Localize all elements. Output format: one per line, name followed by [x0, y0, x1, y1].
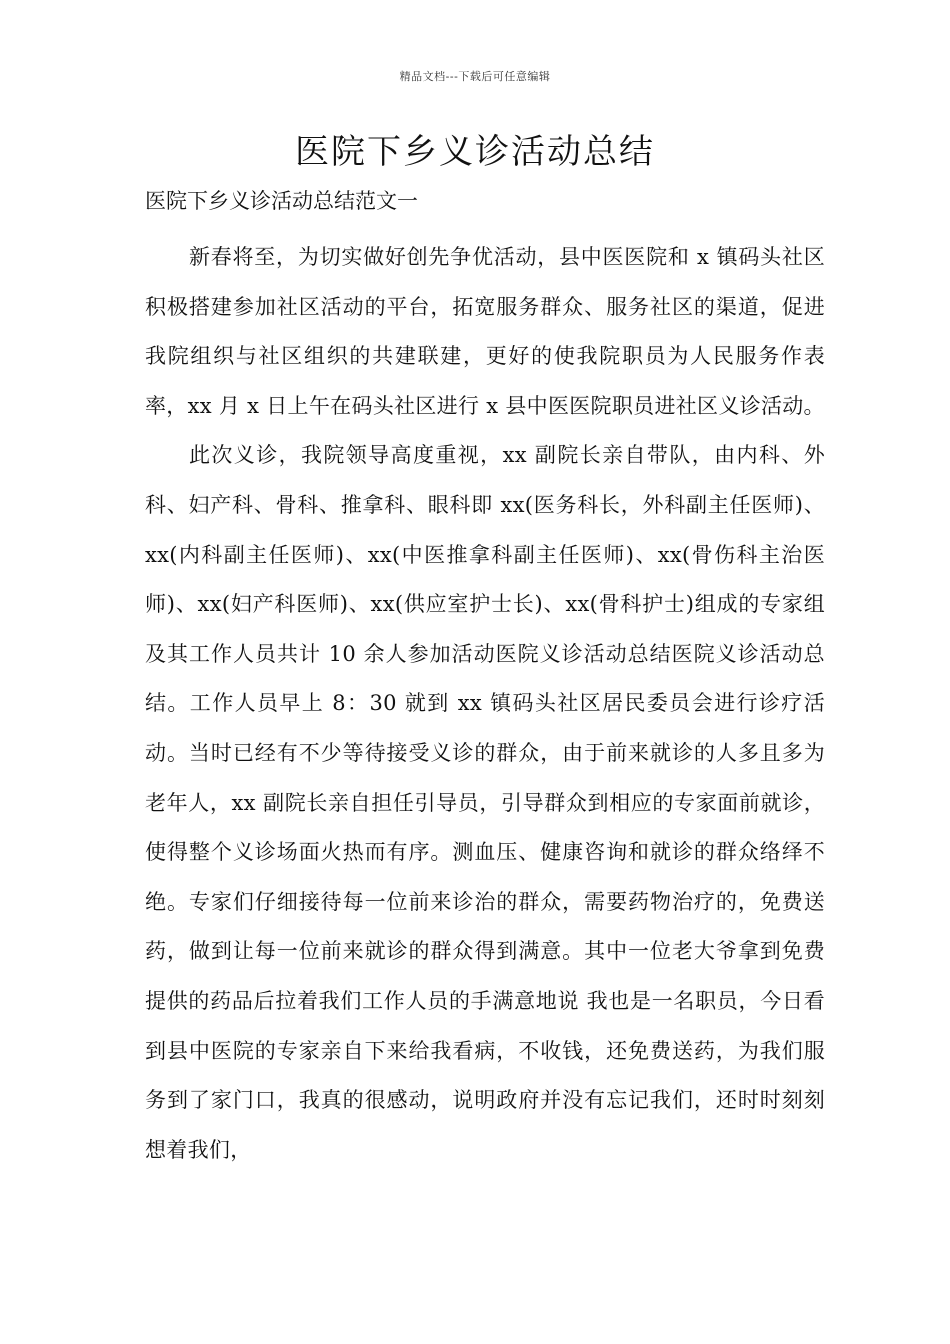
document-title: 医院下乡义诊活动总结 [295, 132, 655, 172]
body-paragraph-2: 此次义诊，我院领导高度重视，xx 副院长亲自带队，由内科、外科、妇产科、骨科、推拿科、眼科即 xx(医务科长，外科副主任医师)、xx(内科副主任医师)、xx(中医推拿科副主任医师)、xx(骨伤科主治医师)、xx(妇产科医师)、xx(供应室护士长)、xx(骨科护士)组成的专家组及其工作人员共计 10 余人参加活动医院义诊活动总结医院义诊活动总结。工作人员早上 8：30 就到 xx 镇码头社区居民委员会进行诊疗活动。当时已经有不少等待接受义诊的群众，由于前来就诊的人多且多为老年人，xx 副院长亲自担任引导员，引导群众到相应的专家面前就诊，使得整个义诊场面火热而有序。测血压、健康咨询和就诊的群众络绎不绝。专家们仔细接待每一位前来诊治的群众，需要药物治疗的，免费送药，做到让每一位前来就诊的群众得到满意。其中一位老大爷拿到免费提供的药品后拉着我们工作人员的手满意地说 我也是一名职员，今日看到县中医院的专家亲自下来给我看病，不收钱，还免费送药，为我们服务到了家门口，我真的很感动，说明政府并没有忘记我们，还时时刻刻想着我们， [145, 443, 825, 1162]
body-paragraph-1: 新春将至，为切实做好创先争优活动，县中医医院和 x 镇码头社区积极搭建参加社区活动的平台，拓宽服务群众、服务社区的渠道，促进我院组织与社区组织的共建联建，更好的使我院职员为人民服务作表率，xx 月 x 日上午在码头社区进行 x 县中医医院职员进社区义诊活动。 [145, 245, 825, 418]
document-body [145, 233, 825, 1175]
page-header-note: 精品文档---下载后可任意编辑 [399, 70, 551, 83]
document-subtitle: 医院下乡义诊活动总结范文一 [145, 189, 418, 213]
